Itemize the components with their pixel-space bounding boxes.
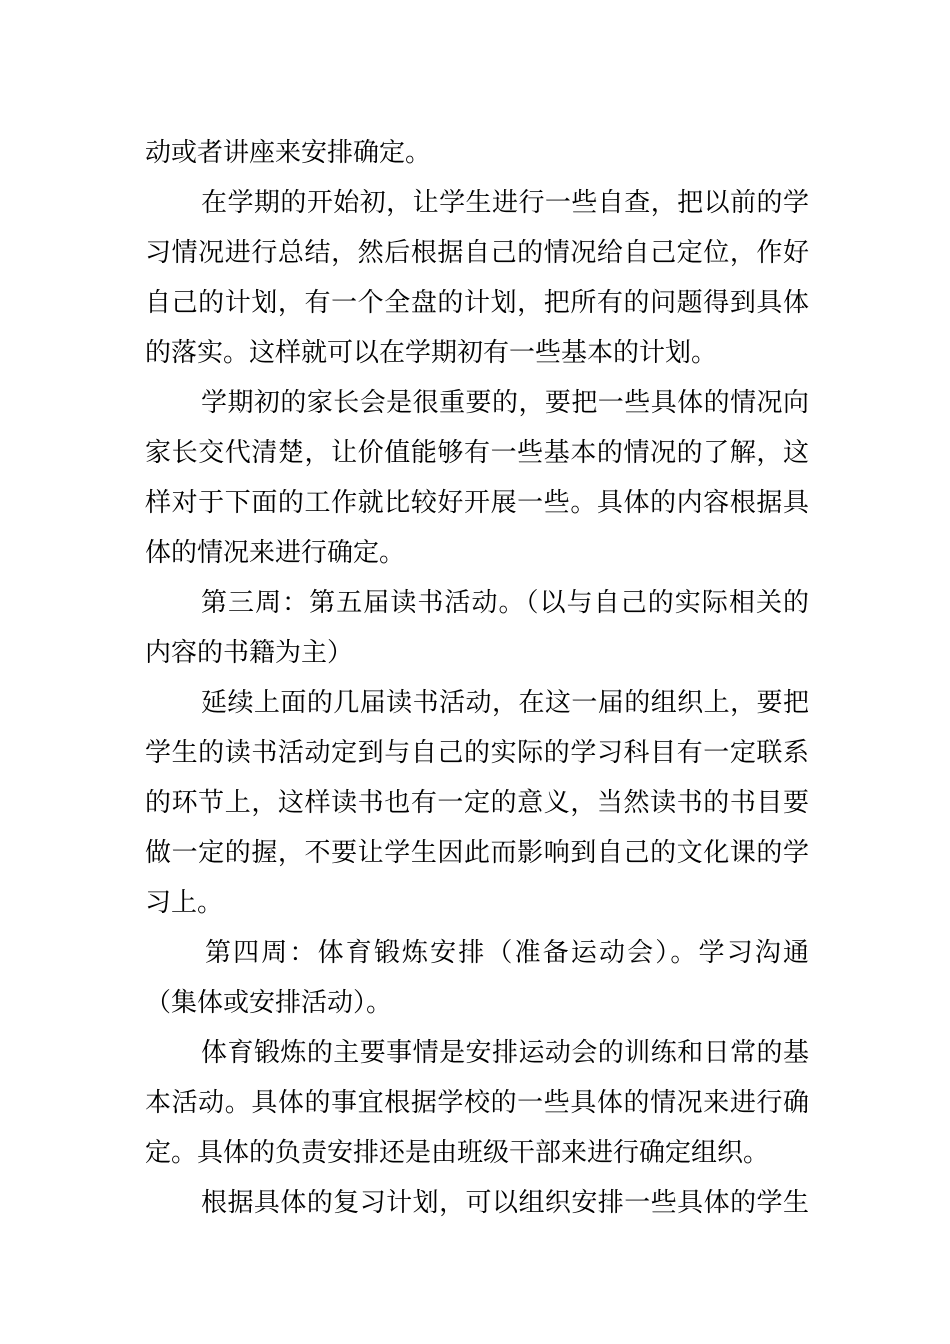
paragraph-line: 延续上面的几届读书活动，在这一届的组织上，要把 xyxy=(201,688,809,718)
paragraph-line: 家长交代清楚，让价值能够有一些基本的情况的了解，这 xyxy=(145,438,809,468)
paragraph-line: 本活动。具体的事宜根据学校的一些具体的情况来进行确 xyxy=(145,1088,809,1118)
paragraph-line: 动或者讲座来安排确定。 xyxy=(145,138,432,168)
paragraph-line: 样对于下面的工作就比较好开展一些。具体的内容根据具 xyxy=(145,488,809,518)
paragraph-line: 根据具体的复习计划，可以组织安排一些具体的学生 xyxy=(201,1188,809,1218)
paragraph-line: 的落实。这样就可以在学期初有一些基本的计划。 xyxy=(145,338,718,368)
document-body xyxy=(145,128,809,1228)
paragraph-line: 学生的读书活动定到与自己的实际的学习科目有一定联系 xyxy=(145,738,809,768)
paragraph-line: 习上。 xyxy=(145,888,224,918)
paragraph-line: 的环节上，这样读书也有一定的意义，当然读书的书目要 xyxy=(145,788,809,818)
paragraph-line: 内容的书籍为主） xyxy=(145,638,354,668)
paragraph-line: 习情况进行总结，然后根据自己的情况给自己定位，作好 xyxy=(145,238,809,268)
paragraph-line: 第四周：体育锻炼安排（准备运动会）。学习沟通 xyxy=(205,938,809,968)
paragraph-line: 做一定的握，不要让学生因此而影响到自己的文化课的学 xyxy=(145,838,809,868)
paragraph-line: 定。具体的负责安排还是由班级干部来进行确定组织。 xyxy=(145,1138,770,1168)
paragraph-line: 体育锻炼的主要事情是安排运动会的训练和日常的基 xyxy=(201,1038,809,1068)
paragraph-line: 第三周：第五届读书活动。（以与自己的实际相关的 xyxy=(201,588,809,618)
paragraph-line: 学期初的家长会是很重要的，要把一些具体的情况向 xyxy=(201,388,809,418)
paragraph-line: （集体或安排活动）。 xyxy=(145,988,393,1018)
paragraph-line: 体的情况来进行确定。 xyxy=(145,538,406,568)
paragraph-line: 自己的计划，有一个全盘的计划，把所有的问题得到具体 xyxy=(145,288,809,318)
paragraph-line: 在学期的开始初，让学生进行一些自查，把以前的学 xyxy=(201,188,809,218)
